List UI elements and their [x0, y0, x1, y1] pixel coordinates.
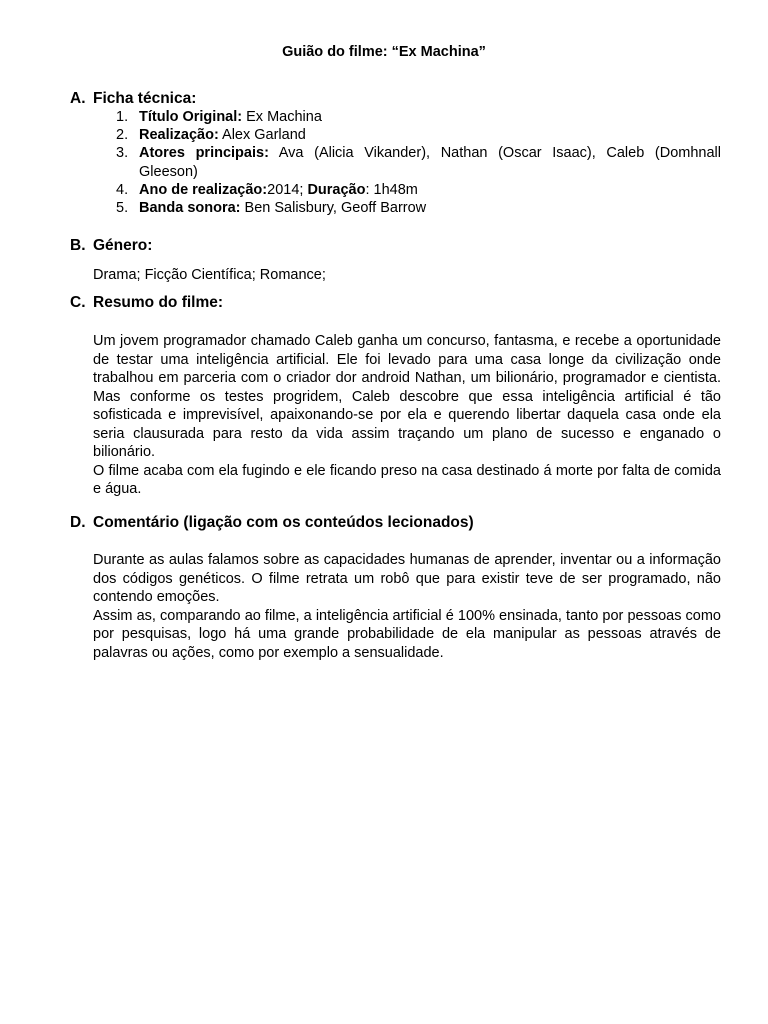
section-heading-comentario: [70, 514, 474, 532]
list-item-titulo-original: [116, 108, 721, 126]
list-item-realizacao: [116, 126, 721, 144]
section-title: Resumo do filme:: [93, 294, 224, 311]
summary-paragraph: O filme acaba com ela fugindo e ele ficando preso na casa destinado á morte por falta de comida e água.: [93, 462, 721, 497]
section-letter: A.: [70, 90, 86, 107]
summary-body: [93, 332, 721, 499]
section-title: Género:: [93, 237, 153, 254]
field-label: Realização:: [139, 127, 219, 144]
list-item-banda-sonora: [116, 199, 721, 217]
commentary-paragraph: Durante as aulas falamos sobre as capacidades humanas de aprender, inventar ou a informação dos códigos genéticos. O filme retrata um robô que para existir teve de ser programado, não contendo emoções.: [93, 552, 721, 605]
section-title: Ficha técnica:: [93, 90, 197, 107]
field-value: Ava (Alicia Vikander), Nathan (Oscar Isaac), Caleb (Domhnall Gleeson): [139, 145, 721, 180]
field-label: Título Original:: [139, 109, 243, 125]
section-heading-resumo: [70, 294, 223, 312]
section-heading-ficha-tecnica: [70, 90, 196, 108]
section-letter: D.: [70, 514, 86, 531]
field-label: Banda sonora:: [139, 200, 241, 217]
list-number: 5.: [116, 200, 129, 217]
summary-paragraph: Um jovem programador chamado Caleb ganha um concurso, fantasma, e recebe a oportunidade de testar uma inteligência artificial. Ele foi levado para uma casa longe da civilização onde trabalhou em parceria com o criador dor android Nathan, um bilionário, programador e cientista. Mas conforme os testes progridem, Caleb descobre que essa inteligência artificial é tão sofisticada e imprevisível, apaixonando-se por ela e querendo libertar daquela casa onde ela seria clausurada para resto da vida assim traçando um plano de sucesso e enganado o bilionário.: [93, 333, 721, 460]
field-value: 2014;: [267, 181, 308, 198]
genre-value: Drama; Ficção Científica; Romance;: [93, 267, 326, 283]
list-number: 1.: [116, 109, 129, 125]
list-number: 4.: [116, 181, 129, 198]
section-title: Comentário (ligação com os conteúdos lecionados): [93, 514, 474, 531]
field-value: Ex Machina: [242, 109, 322, 125]
field-label: Atores principais:: [139, 145, 269, 162]
field-value-duracao: : 1h48m: [365, 181, 418, 198]
genre-text: [93, 266, 721, 285]
list-number: 3.: [116, 145, 129, 162]
list-item-atores-principais: [116, 144, 721, 180]
list-item-ano-duracao: [116, 181, 721, 199]
commentary-body: [93, 551, 721, 662]
section-heading-genero: [70, 237, 152, 255]
section-letter: C.: [70, 294, 86, 311]
page-title: Guião do filme: “Ex Machina”: [282, 44, 486, 60]
field-value: Ben Salisbury, Geoff Barrow: [240, 200, 427, 217]
commentary-paragraph: Assim as, comparando ao filme, a inteligência artificial é 100% ensinada, tanto por pessoas como por pesquisas, logo há uma grande probabilidade de ela manipular as pessoas através de palavras ou ações, como por exemplo a sensualidade.: [93, 607, 721, 661]
list-number: 2.: [116, 127, 129, 144]
field-label-duracao: Duração: [307, 181, 366, 198]
field-value: Alex Garland: [218, 127, 306, 144]
section-letter: B.: [70, 237, 86, 254]
tech-sheet-list: [116, 108, 721, 217]
field-label: Ano de realização:: [139, 181, 268, 198]
